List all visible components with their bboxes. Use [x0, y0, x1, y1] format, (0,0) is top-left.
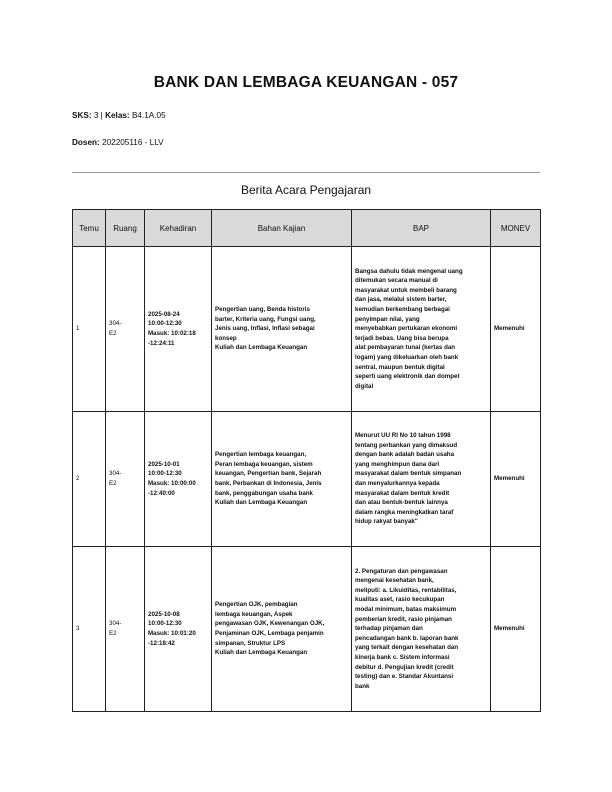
cell-bap-line: hidup rakyat banyak"	[355, 518, 418, 526]
table-row	[73, 412, 541, 547]
cell-monev: Memenuhi	[491, 412, 541, 547]
cell-bap-line: masyarakat dalam bentuk simpanan	[355, 470, 462, 478]
cell-bahan-kajian-line: pengawasan OJK, Kewenangan OJK,	[215, 620, 325, 628]
lecturer-meta	[72, 138, 164, 147]
cell-kehadiran-line: -12:40:00	[148, 489, 175, 497]
header-bap: BAP	[352, 210, 491, 247]
sks-label: SKS:	[72, 111, 92, 120]
cell-bap-line: digital	[355, 382, 374, 390]
cell-bap-line: dan menyalurkannya kepada	[355, 480, 440, 487]
course-meta	[72, 111, 166, 120]
cell-bahan-kajian	[212, 412, 352, 547]
sks-value: 3 |	[93, 111, 106, 120]
cell-monev: Memenuhi	[491, 547, 541, 712]
cell-ruang	[106, 547, 145, 712]
cell-kehadiran-line: 2025-10-01	[148, 460, 180, 468]
cell-bap-line: dalam rangka meningkatkan taraf	[355, 508, 454, 516]
header-kehadiran: Kehadiran	[145, 210, 212, 247]
cell-kehadiran	[145, 247, 212, 412]
cell-bap-line: testing) dan e. Standar Akuntansi	[355, 673, 454, 681]
cell-bap-line: terhadap pinjaman dan	[355, 625, 423, 633]
table-body	[73, 247, 541, 712]
cell-bap-line: seperti uang elektronik dan dompet	[355, 373, 460, 381]
cell-bap-line: bank	[355, 682, 370, 690]
cell-bahan-kajian-line: bank, penggabungan usaha bank	[215, 489, 313, 497]
cell-bap-line: dan atau bentuk-bentuk lainnya	[355, 499, 448, 507]
cell-bap-line: dengan bank adalah badan usaha	[355, 451, 455, 459]
cell-bap-line: meliputi: a. Likuiditas, rentabilitas,	[355, 586, 457, 594]
cell-bap-line: Bangsa dahulu tidak mengenal uang	[355, 267, 463, 275]
cell-ruang-line: E2	[109, 630, 117, 637]
cell-temu: 3	[73, 547, 106, 712]
cell-bahan-kajian-line: Pengertian OJK, pembagian	[215, 601, 298, 609]
cell-bap-line: Menurut UU RI No 10 tahun 1998	[355, 432, 451, 440]
cell-bahan-kajian-line: barter, Kriteria uang, Fungsi uang,	[215, 315, 316, 323]
cell-kehadiran-line: 10:00-12:30	[148, 470, 182, 478]
header-monev: MONEV	[491, 210, 541, 247]
cell-bap-line: penyimpan nilai, yang	[355, 315, 420, 323]
cell-ruang-line: 304-	[109, 470, 122, 478]
cell-bahan-kajian	[212, 247, 352, 412]
cell-bap-line: yang terkait dengan kesehatan dan	[355, 644, 459, 652]
cell-bap-line: 2. Pengaturan dan pengawasan	[355, 567, 448, 575]
cell-kehadiran	[145, 547, 212, 712]
cell-kehadiran-line: Masuk: 10:02:18	[148, 330, 196, 337]
cell-bahan-kajian-line: konsep	[215, 334, 237, 342]
cell-bap	[352, 247, 491, 412]
bap-table	[72, 209, 541, 712]
cell-ruang	[106, 412, 145, 547]
cell-bap	[352, 547, 491, 712]
cell-monev: Memenuhi	[491, 247, 541, 412]
cell-bap-line: kualitas aset, rasio kecukupan	[355, 596, 445, 604]
header-ruang: Ruang	[106, 210, 145, 247]
cell-bahan-kajian-line: Peran lembaga keuangan, sistem	[215, 460, 313, 468]
cell-kehadiran-line: 10:00-12:30	[148, 620, 182, 628]
cell-kehadiran-line: 2025-10-08	[148, 610, 180, 618]
cell-bap-line: alat pembayaran tunai (kertas dan	[355, 344, 456, 352]
cell-bap-line: terjadi bebas. Uang bisa berupa	[355, 334, 449, 342]
divider	[72, 172, 540, 173]
header-bahan-kajian: Bahan Kajian	[212, 210, 352, 247]
dosen-value: 202205116 - LLV	[102, 138, 164, 147]
cell-kehadiran-line: Masuk: 10:01:20	[148, 630, 196, 637]
cell-ruang-line: 304-	[109, 320, 122, 328]
cell-bap-line: mengenai kesehatan bank,	[355, 577, 434, 585]
cell-bap-line: masyarakat untuk membeli barang	[355, 286, 457, 294]
cell-ruang-line: 304-	[109, 620, 122, 628]
cell-kehadiran	[145, 412, 212, 547]
cell-temu: 1	[73, 247, 106, 412]
cell-bap-line: kemudian berkembang berbagai	[355, 306, 450, 314]
cell-bap	[352, 412, 491, 547]
cell-bap-line: sentral, maupun bentuk digital	[355, 363, 445, 371]
cell-kehadiran-line: 2025-08-24	[148, 310, 180, 318]
section-title: Berita Acara Pengajaran	[240, 183, 372, 197]
cell-bap-line: yang menghimpun dana dari	[355, 460, 440, 468]
cell-bahan-kajian-line: lembaga keuangan, Aspek	[215, 610, 293, 618]
table-header-row	[73, 210, 541, 247]
page-title: BANK DAN LEMBAGA KEUANGAN - 057	[153, 74, 459, 91]
cell-bap-line: pencadangan bank b. laporan bank	[355, 634, 459, 642]
kelas-label: Kelas:	[105, 111, 130, 120]
cell-kehadiran-line: Masuk: 10:00:00	[148, 480, 196, 487]
cell-bahan-kajian-line: bank, Perbankan di Indonesia, Jenis	[215, 480, 322, 487]
cell-bap-line: menyebabkan pertukaran ekonomi	[355, 325, 458, 333]
cell-bap-line: dan jasa, melalui sistem barter,	[355, 296, 447, 304]
cell-bap-line: masyarakat dalam bentuk kredit	[355, 489, 450, 497]
header-temu: Temu	[73, 210, 106, 247]
cell-bap-line: modal minimum, batas maksimum	[355, 606, 457, 614]
cell-ruang-line: E2	[109, 480, 117, 487]
cell-bahan-kajian-line: Penjaminan OJK, Lembaga penjamin	[215, 630, 324, 637]
cell-bahan-kajian-line: keuangan, Pengertian bank, Sejarah	[215, 470, 322, 478]
cell-bap-line: debitur d. Pengujian kredit (credit	[355, 663, 454, 671]
cell-kehadiran-line: -12:18:42	[148, 639, 175, 647]
cell-bap-line: logam) yang dikeluarkan oleh bank	[355, 353, 459, 361]
cell-bahan-kajian-line: simpanan, Struktur LPS	[215, 639, 286, 647]
cell-bap-line: tentang perbankan yang dimaksud	[355, 441, 458, 449]
table-row	[73, 547, 541, 712]
table-row	[73, 247, 541, 412]
cell-bahan-kajian-line: Kuliah dan Lembaga Keuangan	[215, 344, 308, 352]
cell-bap-line: kinerja bank c. Sistem informasi	[355, 653, 450, 661]
cell-bahan-kajian-line: Pengertian uang, Benda historis	[215, 306, 310, 314]
cell-bahan-kajian-line: Kuliah dan Lembaga Keuangan	[215, 649, 308, 657]
cell-bahan-kajian	[212, 547, 352, 712]
cell-bap-line: pemberian kredit, rasio pinjaman	[355, 615, 452, 623]
cell-bap-line: ditemukan secara manual di	[355, 277, 438, 285]
cell-kehadiran-line: 10:00-12:30	[148, 320, 182, 328]
cell-ruang-line: E2	[109, 330, 117, 337]
cell-ruang	[106, 247, 145, 412]
dosen-label: Dosen:	[72, 138, 100, 147]
cell-temu: 2	[73, 412, 106, 547]
cell-bahan-kajian-line: Jenis uang, Inflasi, Inflasi sebagai	[215, 325, 315, 333]
cell-bahan-kajian-line: Kuliah dan Lembaga Keuangan	[215, 499, 308, 507]
cell-kehadiran-line: -12:24:11	[148, 339, 175, 347]
cell-bahan-kajian-line: Pengertian lembaga keuangan,	[215, 451, 307, 459]
kelas-value: B4.1A.05	[131, 111, 166, 120]
